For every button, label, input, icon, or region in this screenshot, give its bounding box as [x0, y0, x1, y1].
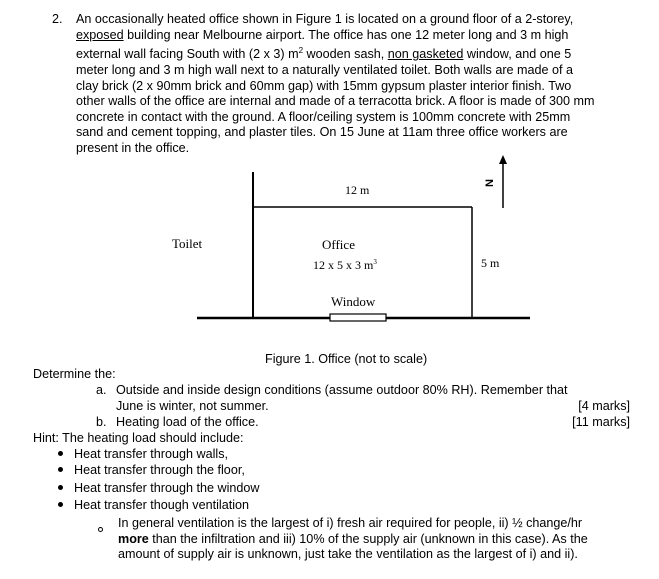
bullet-window	[58, 481, 260, 495]
question-line-2-rest: building near Melbourne airport. The office has one 12 meter long and 3 m high	[123, 27, 569, 42]
office-dims-label	[313, 258, 377, 273]
hint-heading: Hint: The heating load should include:	[33, 431, 244, 445]
area-superscript: 2	[298, 46, 304, 56]
figure-caption: Figure 1. Office (not to scale)	[265, 352, 428, 366]
question-line-3-a: external wall facing South with (2 x 3) m	[76, 47, 299, 62]
question-number: 2.	[52, 12, 63, 26]
sub-bullet-ventilation	[118, 516, 638, 563]
north-label: N	[483, 179, 496, 187]
north-arrow-head	[499, 155, 507, 164]
part-b-line-1: Heating load of the office.	[116, 415, 259, 429]
bullet-floor	[58, 463, 245, 477]
sub-bullet-line-2	[118, 532, 638, 548]
office-dims-text: 12 x 5 x 3 m	[313, 258, 374, 272]
part-b-marks: [11 marks]	[572, 415, 630, 429]
part-a-marks: [4 marks]	[578, 399, 630, 413]
sub-bullet-bold-more: more	[118, 531, 149, 546]
question-line-9: present in the office.	[76, 140, 190, 155]
exposed-underlined: exposed	[76, 27, 124, 42]
bullet-window-text: Heat transfer through the window	[74, 481, 260, 495]
bullet-dot-icon	[58, 502, 63, 507]
bullet-walls-text: Heat transfer through walls,	[74, 447, 228, 461]
sub-bullet-line-3: amount of supply air is unknown, just take the ventilation as the largest of i) and ii).	[118, 547, 578, 562]
non-gasketed-underlined: non gasketed	[387, 47, 464, 62]
part-a-line-1: Outside and inside design conditions (assume outdoor 80% RH). Remember that	[116, 383, 568, 397]
sub-bullet-circle-icon	[98, 519, 103, 537]
dim-right-label: 5 m	[481, 256, 500, 270]
bullet-walls	[58, 447, 228, 461]
question-line-3-b: wooden sash,	[303, 47, 388, 62]
question-line-3-c: window, and one 5	[463, 47, 572, 62]
question-line-7: concrete in contact with the ground. A floor/ceiling system is 100mm concrete with 25mm	[76, 109, 571, 124]
bullet-ventilation-text: Heat transfer though ventilation	[74, 498, 250, 512]
question-line-8: sand and cement topping, and plaster tiles. On 15 June at 11am three office workers are	[76, 125, 568, 140]
part-b-label: b.	[96, 415, 107, 429]
question-line-5: clay brick (2 x 90mm brick and 60mm gap) with 15mm gypsum plaster interior finish. Two	[76, 78, 572, 93]
dim-top-label: 12 m	[345, 183, 370, 197]
window-rect	[330, 314, 386, 321]
bullet-ventilation	[58, 498, 249, 512]
bullet-dot-icon	[58, 451, 63, 456]
window-label: Window	[331, 294, 376, 309]
office-dims-sup: 3	[373, 258, 377, 266]
part-a-line-2: June is winter, not summer.	[116, 399, 269, 413]
bullet-dot-icon	[58, 467, 63, 472]
toilet-label: Toilet	[172, 236, 203, 251]
determine-heading: Determine the:	[33, 367, 116, 381]
sub-bullet-line-2-rest: than the infiltration and iii) 10% of the supply air (unknown in this case). As the	[148, 531, 588, 546]
question-line-6: other walls of the office are internal and made of a terracotta brick. A floor is made of 300 mm	[76, 94, 595, 109]
part-a-label: a.	[96, 383, 107, 397]
sub-bullet-line-1: In general ventilation is the largest of i) fresh air required for people, ii) ½ change/hr	[118, 516, 583, 530]
bullet-dot-icon	[58, 485, 63, 490]
question-line-4: meter long and 3 m high wall next to a naturally ventilated toilet. Both walls are made of a	[76, 62, 574, 77]
office-label: Office	[322, 237, 355, 252]
bullet-floor-text: Heat transfer through the floor,	[74, 463, 245, 477]
question-line-1: An occasionally heated office shown in Figure 1 is located on a ground floor of a 2-storey,	[76, 12, 574, 26]
